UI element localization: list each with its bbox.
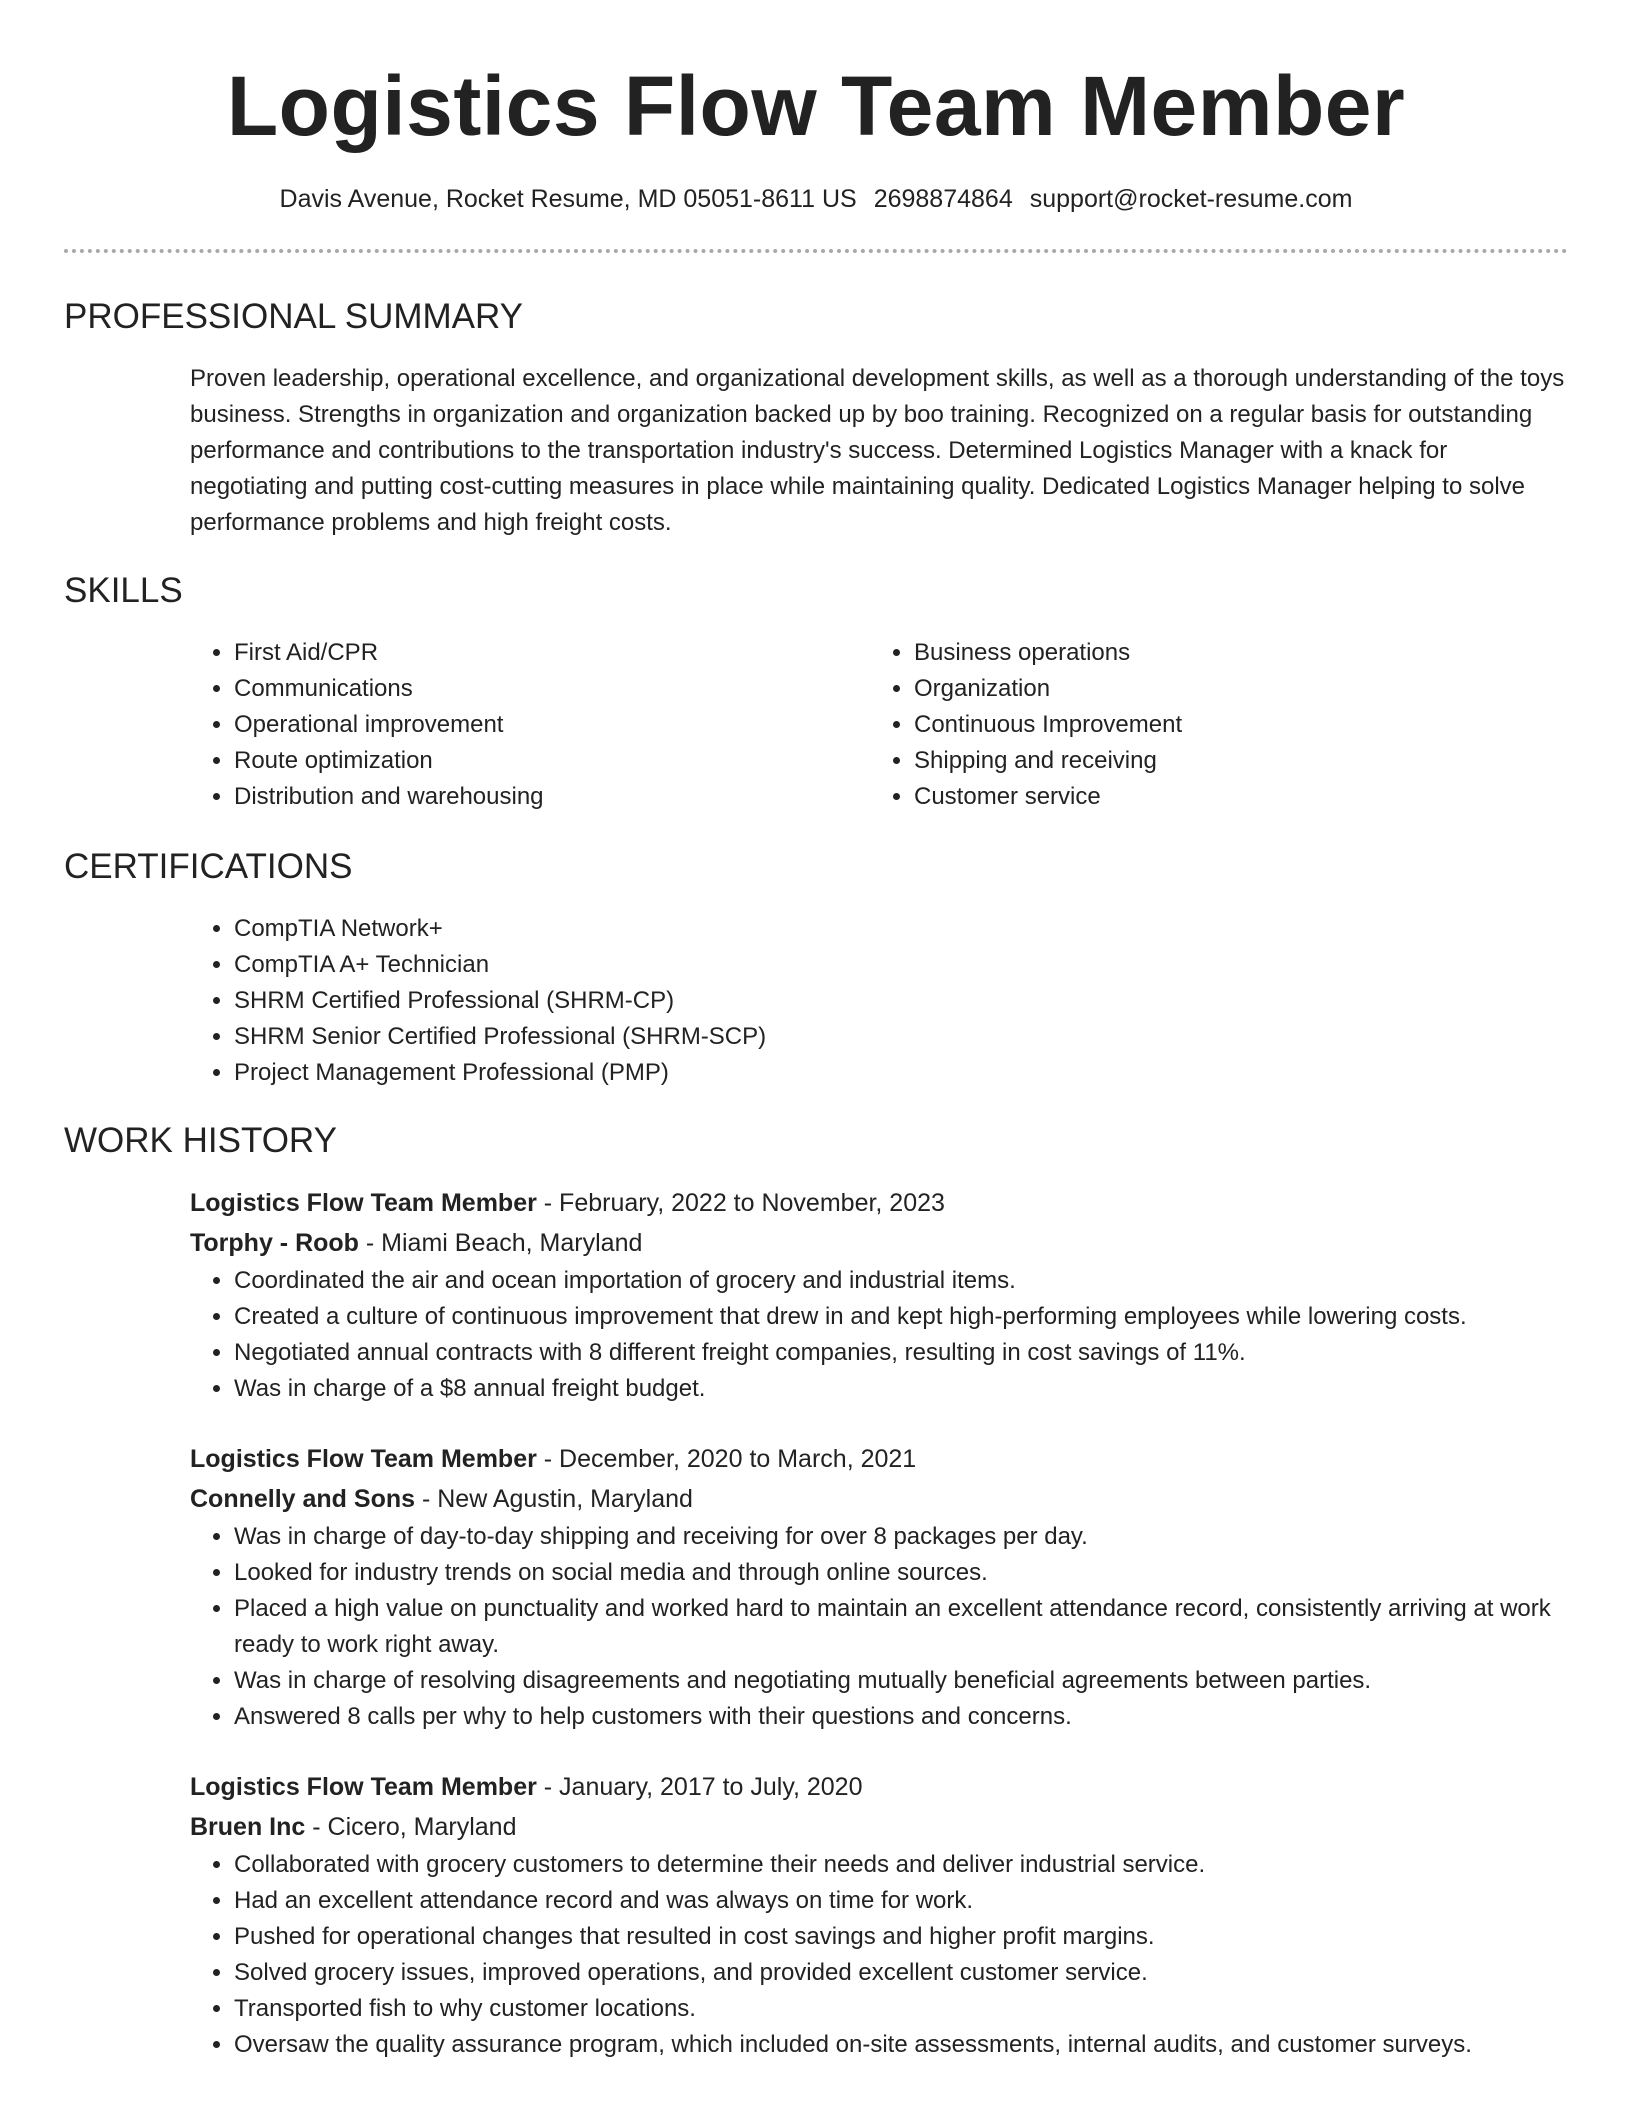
skill-item: • Business operations xyxy=(914,635,1550,671)
job-bullet: • Answered 8 calls per why to help customers with their questions and concerns. xyxy=(234,1699,1568,1735)
certification-item: • SHRM Senior Certified Professional (SHRM-SCP) xyxy=(234,1019,1568,1055)
summary-text: Proven leadership, operational excellence, and organizational development skills, as well as a thorough understanding of the toys business. Strengths in organization and organization backed up by boo training. Recognized on a regular basis for outstanding performance and contributions to the transportation industry's success. Determined Logistics Manager with a knack for negotiating and putting cost-cutting measures in place while maintaining quality. Dedicated Logistics Manager helping to solve performance problems and high freight costs. xyxy=(190,365,1565,536)
job-entry xyxy=(190,1767,1568,2063)
job-bullet: • Had an excellent attendance record and was always on time for work. xyxy=(234,1883,1568,1919)
skills-heading: SKILLS xyxy=(64,571,183,610)
job-bullet: • Transported fish to why customer locations. xyxy=(234,1991,1568,2027)
job-title-line xyxy=(190,1439,1568,1479)
skill-item: • Organization xyxy=(914,671,1550,707)
job-company: Connelly and Sons xyxy=(190,1485,416,1513)
contact-phone: 2698874864 xyxy=(873,185,1013,213)
certification-item: • CompTIA Network+ xyxy=(234,911,1568,947)
skills-list xyxy=(190,635,1568,815)
contact-address: Davis Avenue, Rocket Resume, MD 05051-8611 US xyxy=(279,185,857,213)
job-bullet: • Coordinated the air and ocean importation of grocery and industrial items. xyxy=(234,1263,1568,1299)
candidate-name: Logistics Flow Team Member xyxy=(226,59,1406,153)
job-bullet: • Placed a high value on punctuality and worked hard to maintain an excellent attendance record, consistently arriving at work ready to work right away. xyxy=(234,1591,1568,1663)
certification-item: • SHRM Certified Professional (SHRM-CP) xyxy=(234,983,1568,1019)
job-title-line xyxy=(190,1767,1568,1807)
skill-item: • Customer service xyxy=(914,779,1550,815)
job-bullet: • Looked for industry trends on social media and through online sources. xyxy=(234,1555,1568,1591)
job-bullets xyxy=(190,1847,1568,2063)
job-role: Logistics Flow Team Member xyxy=(190,1445,537,1473)
job-bullet: • Pushed for operational changes that resulted in cost savings and higher profit margins. xyxy=(234,1919,1568,1955)
job-bullet: • Solved grocery issues, improved operations, and provided excellent customer service. xyxy=(234,1955,1568,1991)
job-dates: - December, 2020 to March, 2021 xyxy=(536,1445,917,1473)
skills-column-right xyxy=(870,635,1550,815)
header-divider xyxy=(64,249,1568,253)
job-company: Bruen Inc xyxy=(190,1813,306,1841)
skill-item: • Distribution and warehousing xyxy=(234,779,870,815)
job-bullets xyxy=(190,1519,1568,1735)
resume-page xyxy=(64,0,1568,2063)
job-location: - Miami Beach, Maryland xyxy=(358,1229,643,1257)
work-history-heading: WORK HISTORY xyxy=(64,1121,337,1160)
job-role: Logistics Flow Team Member xyxy=(190,1189,537,1217)
job-bullet: • Negotiated annual contracts with 8 different freight companies, resulting in cost savings of 11%. xyxy=(234,1335,1568,1371)
job-bullet: • Created a culture of continuous improvement that drew in and kept high-performing employees while lowering costs. xyxy=(234,1299,1568,1335)
skill-item: • First Aid/CPR xyxy=(234,635,870,671)
job-role: Logistics Flow Team Member xyxy=(190,1773,537,1801)
job-company-line xyxy=(190,1223,1568,1263)
job-bullet: • Collaborated with grocery customers to determine their needs and deliver industrial service. xyxy=(234,1847,1568,1883)
skill-item: • Shipping and receiving xyxy=(914,743,1550,779)
skill-item: • Route optimization xyxy=(234,743,870,779)
skill-item: • Operational improvement xyxy=(234,707,870,743)
job-bullets xyxy=(190,1263,1568,1407)
job-location: - Cicero, Maryland xyxy=(305,1813,517,1841)
job-entry xyxy=(190,1439,1568,1735)
job-dates: - January, 2017 to July, 2020 xyxy=(536,1773,863,1801)
certification-item: • Project Management Professional (PMP) xyxy=(234,1055,1568,1091)
summary-heading: PROFESSIONAL SUMMARY xyxy=(64,297,523,336)
job-bullet: • Was in charge of day-to-day shipping and receiving for over 8 packages per day. xyxy=(234,1519,1568,1555)
job-entry xyxy=(190,1183,1568,1407)
job-title-line xyxy=(190,1183,1568,1223)
job-company-line xyxy=(190,1807,1568,1847)
job-company-line xyxy=(190,1479,1568,1519)
job-bullet: • Was in charge of resolving disagreements and negotiating mutually beneficial agreements between parties. xyxy=(234,1663,1568,1699)
job-company: Torphy - Roob xyxy=(190,1229,359,1257)
contact-line xyxy=(64,183,1568,215)
skill-item: • Communications xyxy=(234,671,870,707)
certifications-heading: CERTIFICATIONS xyxy=(64,847,353,886)
certification-item: • CompTIA A+ Technician xyxy=(234,947,1568,983)
certifications-list xyxy=(190,911,1568,1091)
skills-column-left xyxy=(190,635,870,815)
job-bullet: • Oversaw the quality assurance program, which included on-site assessments, internal audits, and customer surveys. xyxy=(234,2027,1568,2063)
contact-email: support@rocket-resume.com xyxy=(1029,185,1353,213)
job-dates: - February, 2022 to November, 2023 xyxy=(536,1189,945,1217)
job-bullet: • Was in charge of a $8 annual freight budget. xyxy=(234,1371,1568,1407)
job-location: - New Agustin, Maryland xyxy=(415,1485,693,1513)
skill-item: • Continuous Improvement xyxy=(914,707,1550,743)
